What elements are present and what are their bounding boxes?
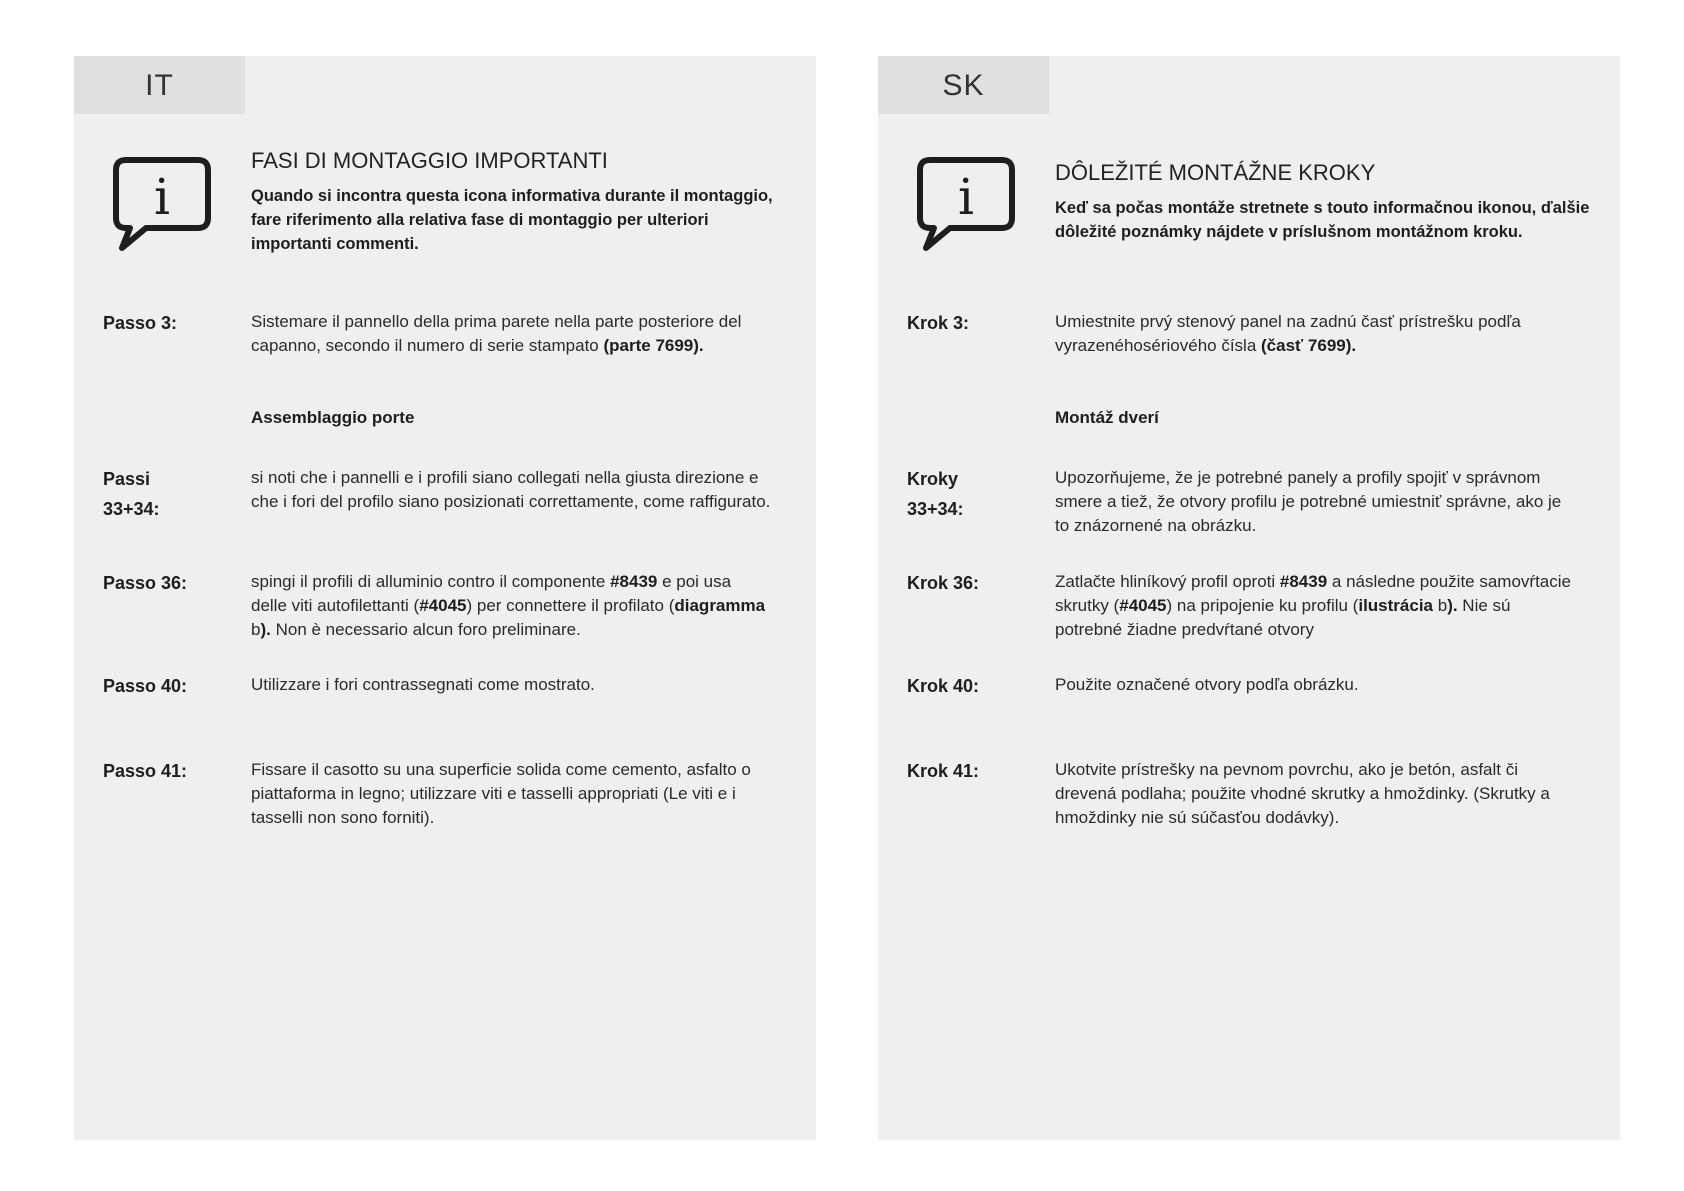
intro-text: Quando si incontra questa icona informativa durante il montaggio, fare riferimento alla relativa fase di montaggio per ulteriori importanti commenti. xyxy=(251,187,773,253)
step-text-41: Ukotvite prístrešky na pevnom povrchu, ako je betón, asfalt či drevená podlaha; použite vhodné skrutky a hmoždinky. (Skrutky a hmoždinky nie sú súčasťou dodávky). xyxy=(1055,760,1550,827)
step-label-40: Krok 40: xyxy=(907,676,980,696)
intro-text: Keď sa počas montáže stretnete s touto informačnou ikonou, ďalšie dôležité poznámky nájdete v príslušnom montážnom kroku. xyxy=(1055,199,1590,241)
door-assembly-heading: Assemblaggio porte xyxy=(251,408,415,427)
info-speech-bubble-icon xyxy=(112,156,216,256)
step-text-3: Sistemare il pannello della prima parete nella parte posteriore del capanno, secondo il numero di serie stampato (parte 7699). xyxy=(251,312,742,355)
step-text-3: Umiestnite prvý stenový panel na zadnú časť prístrešku podľa vyrazenéhosériového čísla (časť 7699). xyxy=(1055,312,1521,355)
info-speech-bubble-icon xyxy=(916,156,1020,256)
step-text-40: Použite označené otvory podľa obrázku. xyxy=(1055,675,1359,694)
info-glyph: i xyxy=(958,168,974,226)
step-label-33-34: Kroky 33+34: xyxy=(907,469,964,519)
step-text-40: Utilizzare i fori contrassegnati come mostrato. xyxy=(251,675,595,694)
step-label-3: Krok 3: xyxy=(907,313,970,333)
step-text-41: Fissare il casotto su una superficie solida come cemento, asfalto o piattaforma in legno; utilizzare viti e tasselli appropriati (Le viti e i tasselli non sono forniti). xyxy=(251,760,751,827)
step-label-40: Passo 40: xyxy=(103,676,188,696)
step-label-36: Krok 36: xyxy=(907,573,980,593)
step-text-33-34: Upozorňujeme, že je potrebné panely a profily spojiť v správnom smere a tiež, že otvory profilu je potrebné umiestniť správne, ako je to znázornené na obrázku. xyxy=(1055,468,1562,535)
language-tab-sk: SK xyxy=(878,56,1049,114)
step-text-36: spingi il profili di alluminio contro il componente #8439 e poi usa delle viti autofilettanti (#4045) per connettere il profilato (diagramma b). Non è necessario alcun foro preliminare. xyxy=(251,572,766,639)
step-label-3: Passo 3: xyxy=(103,313,178,333)
intro-block xyxy=(1055,160,1615,244)
page-heading: DÔLEŽITÉ MONTÁŽNE KROKY xyxy=(1055,160,1376,185)
info-glyph: i xyxy=(154,168,170,226)
step-label-33-34: Passi 33+34: xyxy=(103,469,160,519)
intro-block xyxy=(251,148,791,256)
step-label-41: Krok 41: xyxy=(907,761,980,781)
step-label-41: Passo 41: xyxy=(103,761,188,781)
panel-it xyxy=(74,56,816,1140)
step-text-33-34: si noti che i pannelli e i profili siano collegati nella giusta direzione e che i fori del profilo siano posizionati correttamente, come raffigurato. xyxy=(251,468,771,511)
step-text-36: Zatlačte hliníkový profil oproti #8439 a následne použite samovŕtacie skrutky (#4045) na pripojenie ku profilu (ilustrácia b). Nie sú potrebné žiadne predvŕtané otvory xyxy=(1055,572,1571,639)
page-heading: FASI DI MONTAGGIO IMPORTANTI xyxy=(251,148,608,173)
language-tab-it: IT xyxy=(74,56,245,114)
panel-sk xyxy=(878,56,1620,1140)
step-label-36: Passo 36: xyxy=(103,573,188,593)
door-assembly-heading: Montáž dverí xyxy=(1055,408,1159,427)
